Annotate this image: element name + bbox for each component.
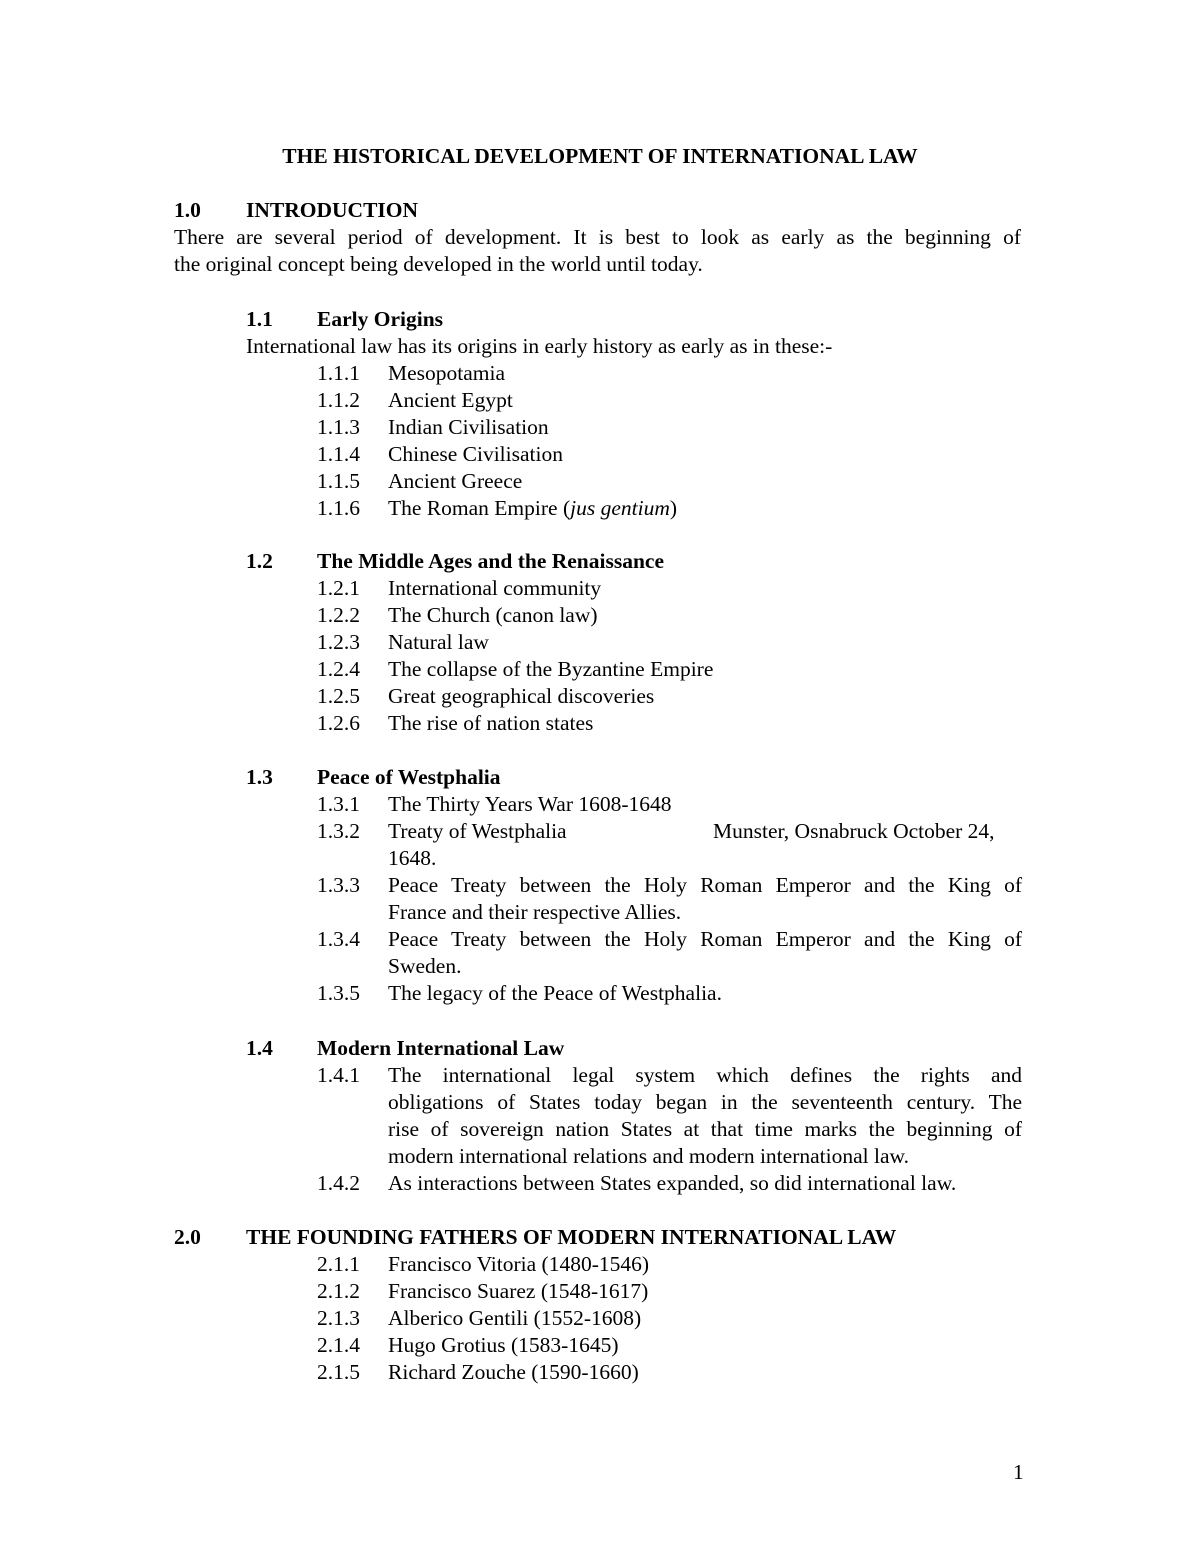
- list-item-text: Treaty of Westphalia: [388, 819, 567, 843]
- list-item-text: Natural law: [388, 630, 489, 654]
- list-item-text: The Church (canon law): [388, 603, 598, 627]
- subsection-heading: Peace of Westphalia: [317, 765, 501, 789]
- list-item-number: 1.2.5: [317, 684, 360, 708]
- list-item-number: 1.3.3: [317, 873, 360, 897]
- list-item-text-close: ): [669, 496, 678, 520]
- list-item-text: Great geographical discoveries: [388, 684, 655, 708]
- subsection-number: 1.2: [246, 549, 273, 573]
- list-item-text: Ancient Egypt: [388, 388, 513, 412]
- list-item-text: Francisco Vitoria (1480-1546): [388, 1252, 650, 1276]
- list-item-number: 1.2.3: [317, 630, 360, 654]
- subsection-heading: The Middle Ages and the Renaissance: [317, 549, 665, 573]
- list-item-number: 1.1.3: [317, 415, 360, 439]
- list-item-number: 1.1.6: [317, 496, 360, 520]
- list-item-text: The legacy of the Peace of Westphalia.: [388, 981, 722, 1005]
- list-item-text: Indian Civilisation: [388, 415, 549, 439]
- list-item-number: 1.1.1: [317, 361, 360, 385]
- list-item-number: 1.3.5: [317, 981, 360, 1005]
- list-item-text-continued: modern international relations and modern international law.: [388, 1144, 910, 1168]
- list-item-text: [388, 495, 677, 522]
- list-item-text-continued: obligations of States today began in the seventeenth century. The: [388, 1090, 1022, 1114]
- list-item-number: 1.1.2: [317, 388, 360, 412]
- list-item-text: The collapse of the Byzantine Empire: [388, 657, 714, 681]
- paragraph-line: There are several period of development. It is best to look as early as the beginning of: [174, 225, 1021, 249]
- list-item-number: 2.1.4: [317, 1333, 360, 1357]
- treaty-locations: Munster, Osnabruck October 24,: [713, 819, 995, 843]
- list-item-text: The Thirty Years War 1608-1648: [388, 792, 672, 816]
- list-item-number: 1.3.2: [317, 819, 360, 843]
- latin-term: jus gentium: [570, 496, 670, 520]
- list-item-text: The rise of nation states: [388, 711, 594, 735]
- list-item-number: 2.1.2: [317, 1279, 360, 1303]
- list-item-number: 2.1.1: [317, 1252, 360, 1276]
- list-item-number: 1.3.4: [317, 927, 360, 951]
- list-item-number: 1.2.6: [317, 711, 360, 735]
- list-item-number: 1.2.1: [317, 576, 360, 600]
- list-item-text: Richard Zouche (1590-1660): [388, 1360, 639, 1384]
- list-item-number: 1.4.1: [317, 1063, 360, 1087]
- list-item-number: 2.1.3: [317, 1306, 360, 1330]
- page-number: 1: [1013, 1460, 1024, 1484]
- list-item-text: The international legal system which defines the rights and: [388, 1063, 1022, 1087]
- list-item-text: Francisco Suarez (1548-1617): [388, 1279, 649, 1303]
- list-item-text-main: The Roman Empire (: [388, 496, 571, 520]
- section-heading: INTRODUCTION: [246, 198, 419, 222]
- list-item-number: 1.4.2: [317, 1171, 360, 1195]
- list-item-text: Peace Treaty between the Holy Roman Emperor and the King of: [388, 927, 1022, 951]
- list-item-text: Hugo Grotius (1583-1645): [388, 1333, 619, 1357]
- paragraph-line: the original concept being developed in the world until today.: [174, 252, 703, 276]
- subsection-heading: Early Origins: [317, 307, 444, 331]
- subsection-number: 1.4: [246, 1036, 273, 1060]
- list-item-number: 1.2.4: [317, 657, 360, 681]
- list-item-number: 1.3.1: [317, 792, 360, 816]
- subsection-number: 1.3: [246, 765, 273, 789]
- paragraph-line: International law has its origins in early history as early as in these:-: [246, 334, 833, 358]
- list-item-text: Ancient Greece: [388, 469, 523, 493]
- section-heading: THE FOUNDING FATHERS OF MODERN INTERNATIONAL LAW: [246, 1225, 897, 1249]
- list-item-number: 2.1.5: [317, 1360, 360, 1384]
- list-item-text: Alberico Gentili (1552-1608): [388, 1306, 642, 1330]
- document-title: THE HISTORICAL DEVELOPMENT OF INTERNATIONAL LAW: [282, 144, 918, 168]
- list-item-text-continued: Sweden.: [388, 954, 462, 978]
- list-item-number: 1.1.5: [317, 469, 360, 493]
- list-item-text-continued: France and their respective Allies.: [388, 900, 682, 924]
- list-item-text: Peace Treaty between the Holy Roman Emperor and the King of: [388, 873, 1022, 897]
- subsection-heading: Modern International Law: [317, 1036, 565, 1060]
- list-item-text: Mesopotamia: [388, 361, 506, 385]
- list-item-text-continued: rise of sovereign nation States at that time marks the beginning of: [388, 1117, 1022, 1141]
- subsection-number: 1.1: [246, 307, 273, 331]
- list-item-text: International community: [388, 576, 602, 600]
- list-item-text: Chinese Civilisation: [388, 442, 563, 466]
- list-item-number: 1.1.4: [317, 442, 360, 466]
- section-number: 2.0: [174, 1225, 201, 1249]
- section-number: 1.0: [174, 198, 201, 222]
- list-item-text: As interactions between States expanded, so did international law.: [388, 1171, 957, 1195]
- list-item-text-continued: 1648.: [388, 846, 437, 870]
- list-item-number: 1.2.2: [317, 603, 360, 627]
